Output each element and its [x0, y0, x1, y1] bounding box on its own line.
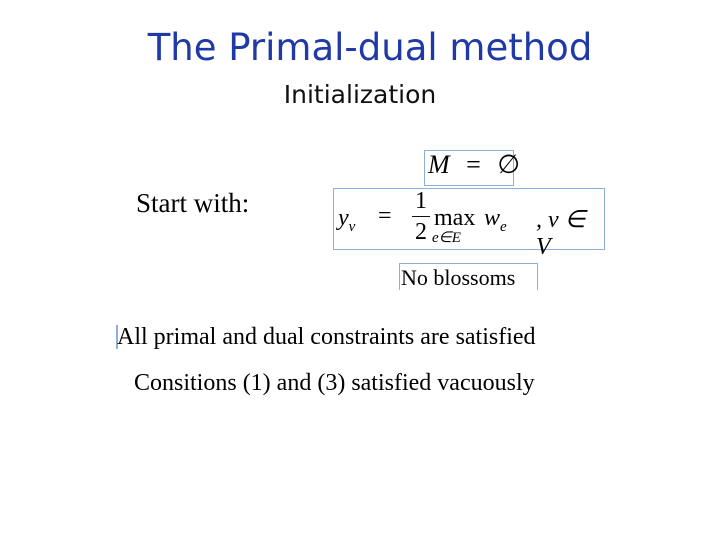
matching-eq-sign: = — [466, 150, 481, 179]
dual-domain: , v ∈ V — [536, 207, 586, 260]
max-operator: max — [434, 205, 476, 231]
statement-2: Consitions (1) and (3) satisfied vacuously — [134, 370, 535, 396]
dual-fraction — [412, 188, 430, 245]
fraction-bar — [412, 216, 430, 217]
slide-subtitle: Initialization — [283, 80, 437, 109]
blossoms-text: No blossoms — [401, 265, 516, 290]
start-label: Start with: — [136, 188, 250, 218]
fraction-numerator: 1 — [415, 188, 427, 214]
max-subscript: e∈E — [432, 230, 461, 246]
fraction-denominator: 2 — [415, 219, 427, 245]
slide-title: The Primal-dual method — [147, 26, 593, 69]
matching-equation — [428, 150, 520, 180]
matching-rhs: ∅ — [497, 150, 520, 179]
matching-lhs: M — [428, 150, 450, 179]
dual-eq-sign: = — [378, 203, 392, 229]
statement-1: All primal and dual constraints are satisfied — [117, 324, 536, 350]
dual-term: $w_e$ — [484, 205, 507, 235]
dual-equation — [336, 188, 606, 260]
dual-lhs: $y_v$ — [338, 205, 356, 235]
